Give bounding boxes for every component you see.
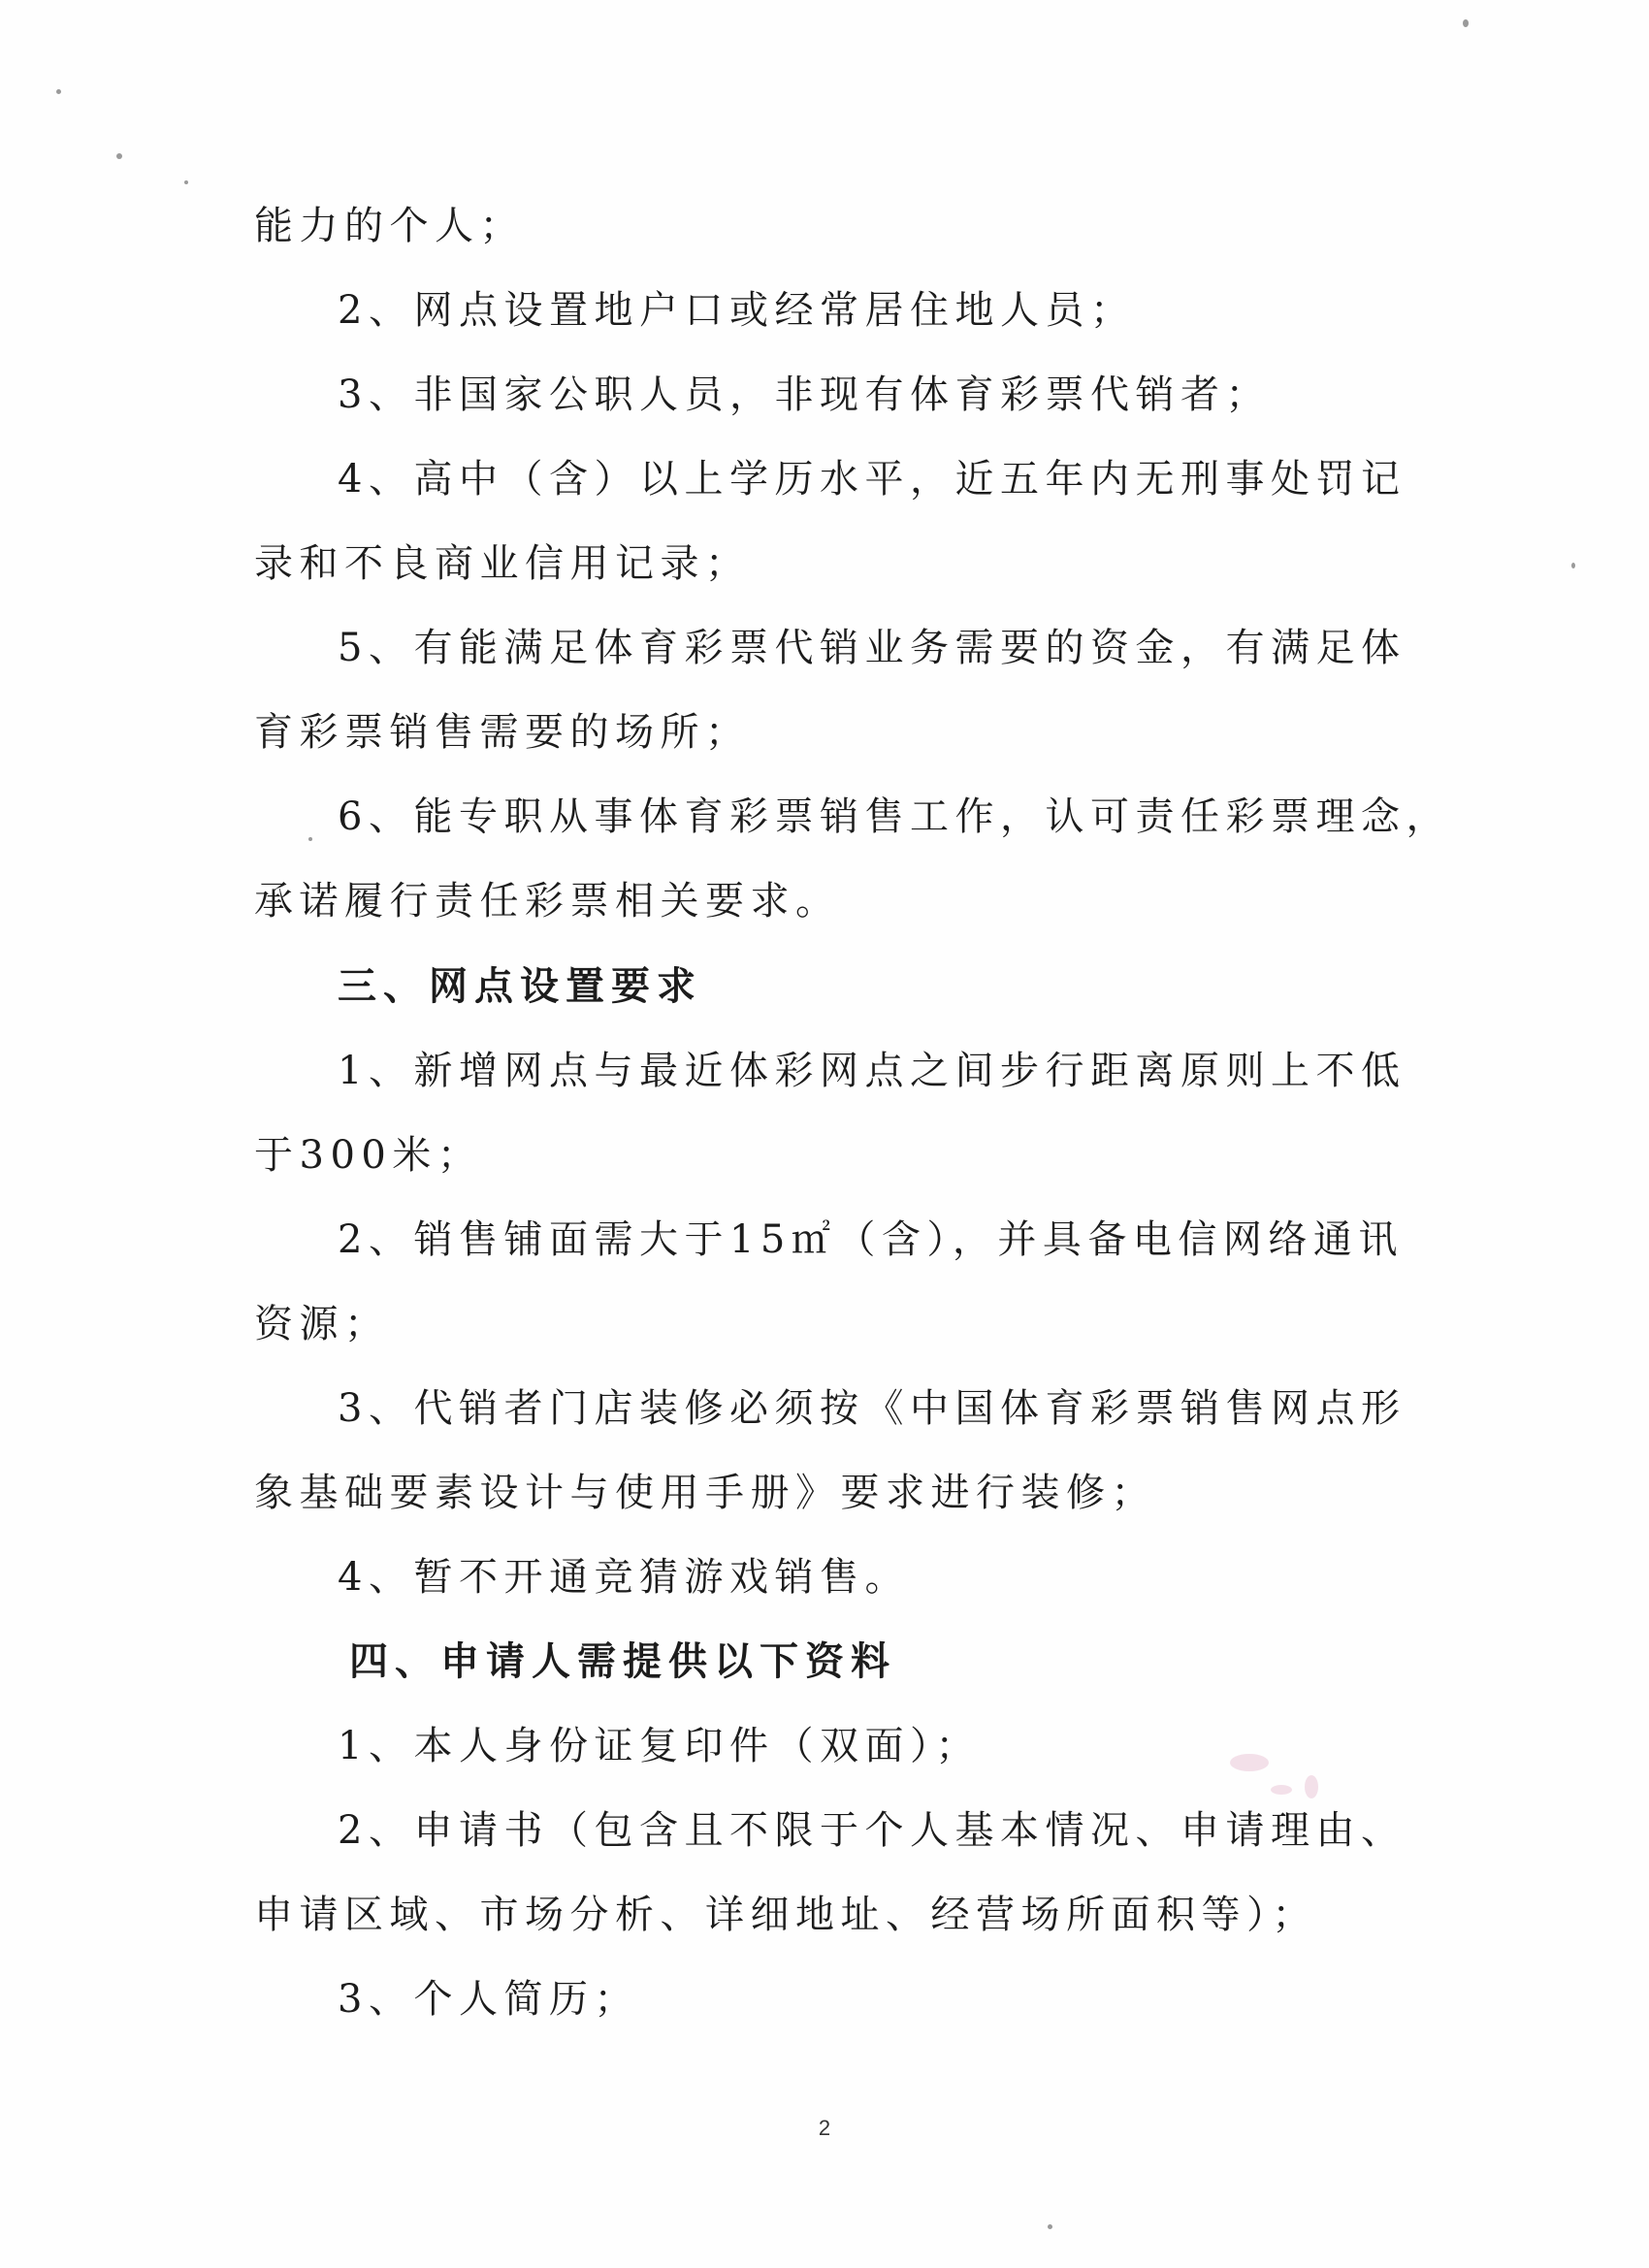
body-line: 育彩票销售需要的场所； — [254, 710, 751, 755]
body-line: 申请区域、市场分析、详细地址、经营场所面积等）； — [254, 1893, 1317, 1937]
list-item: 2、申请书（包含且不限于个人基本情况、申请理由、 — [338, 1808, 1406, 1853]
list-item: 1、新增网点与最近体彩网点之间步行距离原则上不低 — [338, 1049, 1406, 1093]
body-line: 资源； — [254, 1302, 390, 1346]
list-item: 2、销售铺面需大于15㎡（含），并具备电信网络通讯 — [338, 1217, 1404, 1262]
list-item: 3、代销者门店装修必须按《中国体育彩票销售网点形 — [338, 1386, 1406, 1431]
scan-speck — [1571, 563, 1575, 568]
page-number: 2 — [818, 2116, 831, 2140]
scan-speck — [1048, 2224, 1052, 2229]
scan-speck — [56, 89, 61, 94]
list-item: 6、能专职从事体育彩票销售工作，认可责任彩票理念， — [338, 794, 1451, 839]
scan-speck — [116, 153, 122, 159]
section-heading: 三、网点设置要求 — [338, 964, 702, 1009]
list-item: 3、非国家公职人员，非现有体育彩票代销者； — [338, 373, 1271, 417]
body-line: 录和不良商业信用记录； — [254, 541, 751, 586]
body-line: 能力的个人； — [254, 204, 525, 248]
scan-speck — [1463, 19, 1469, 27]
list-item: 4、暂不开通竞猜游戏销售。 — [338, 1555, 910, 1600]
list-item: 2、网点设置地户口或经常居住地人员； — [338, 288, 1136, 333]
section-heading: 四、申请人需提供以下资料 — [349, 1639, 896, 1684]
list-item: 3、个人简历； — [338, 1977, 639, 2022]
list-item: 5、有能满足体育彩票代销业务需要的资金，有满足体 — [338, 626, 1406, 670]
stamp-residue — [1271, 1785, 1292, 1795]
stamp-residue — [1230, 1754, 1269, 1771]
scan-speck — [308, 837, 312, 841]
body-line: 象基础要素设计与使用手册》要求进行装修； — [254, 1471, 1156, 1515]
stamp-residue — [1305, 1775, 1318, 1798]
list-item: 1、本人身份证复印件（双面）； — [338, 1724, 981, 1768]
list-item: 4、高中（含）以上学历水平，近五年内无刑事处罚记 — [338, 457, 1406, 502]
scan-speck — [184, 180, 188, 184]
body-line: 于300米； — [254, 1133, 483, 1178]
body-line: 承诺履行责任彩票相关要求。 — [254, 879, 841, 923]
